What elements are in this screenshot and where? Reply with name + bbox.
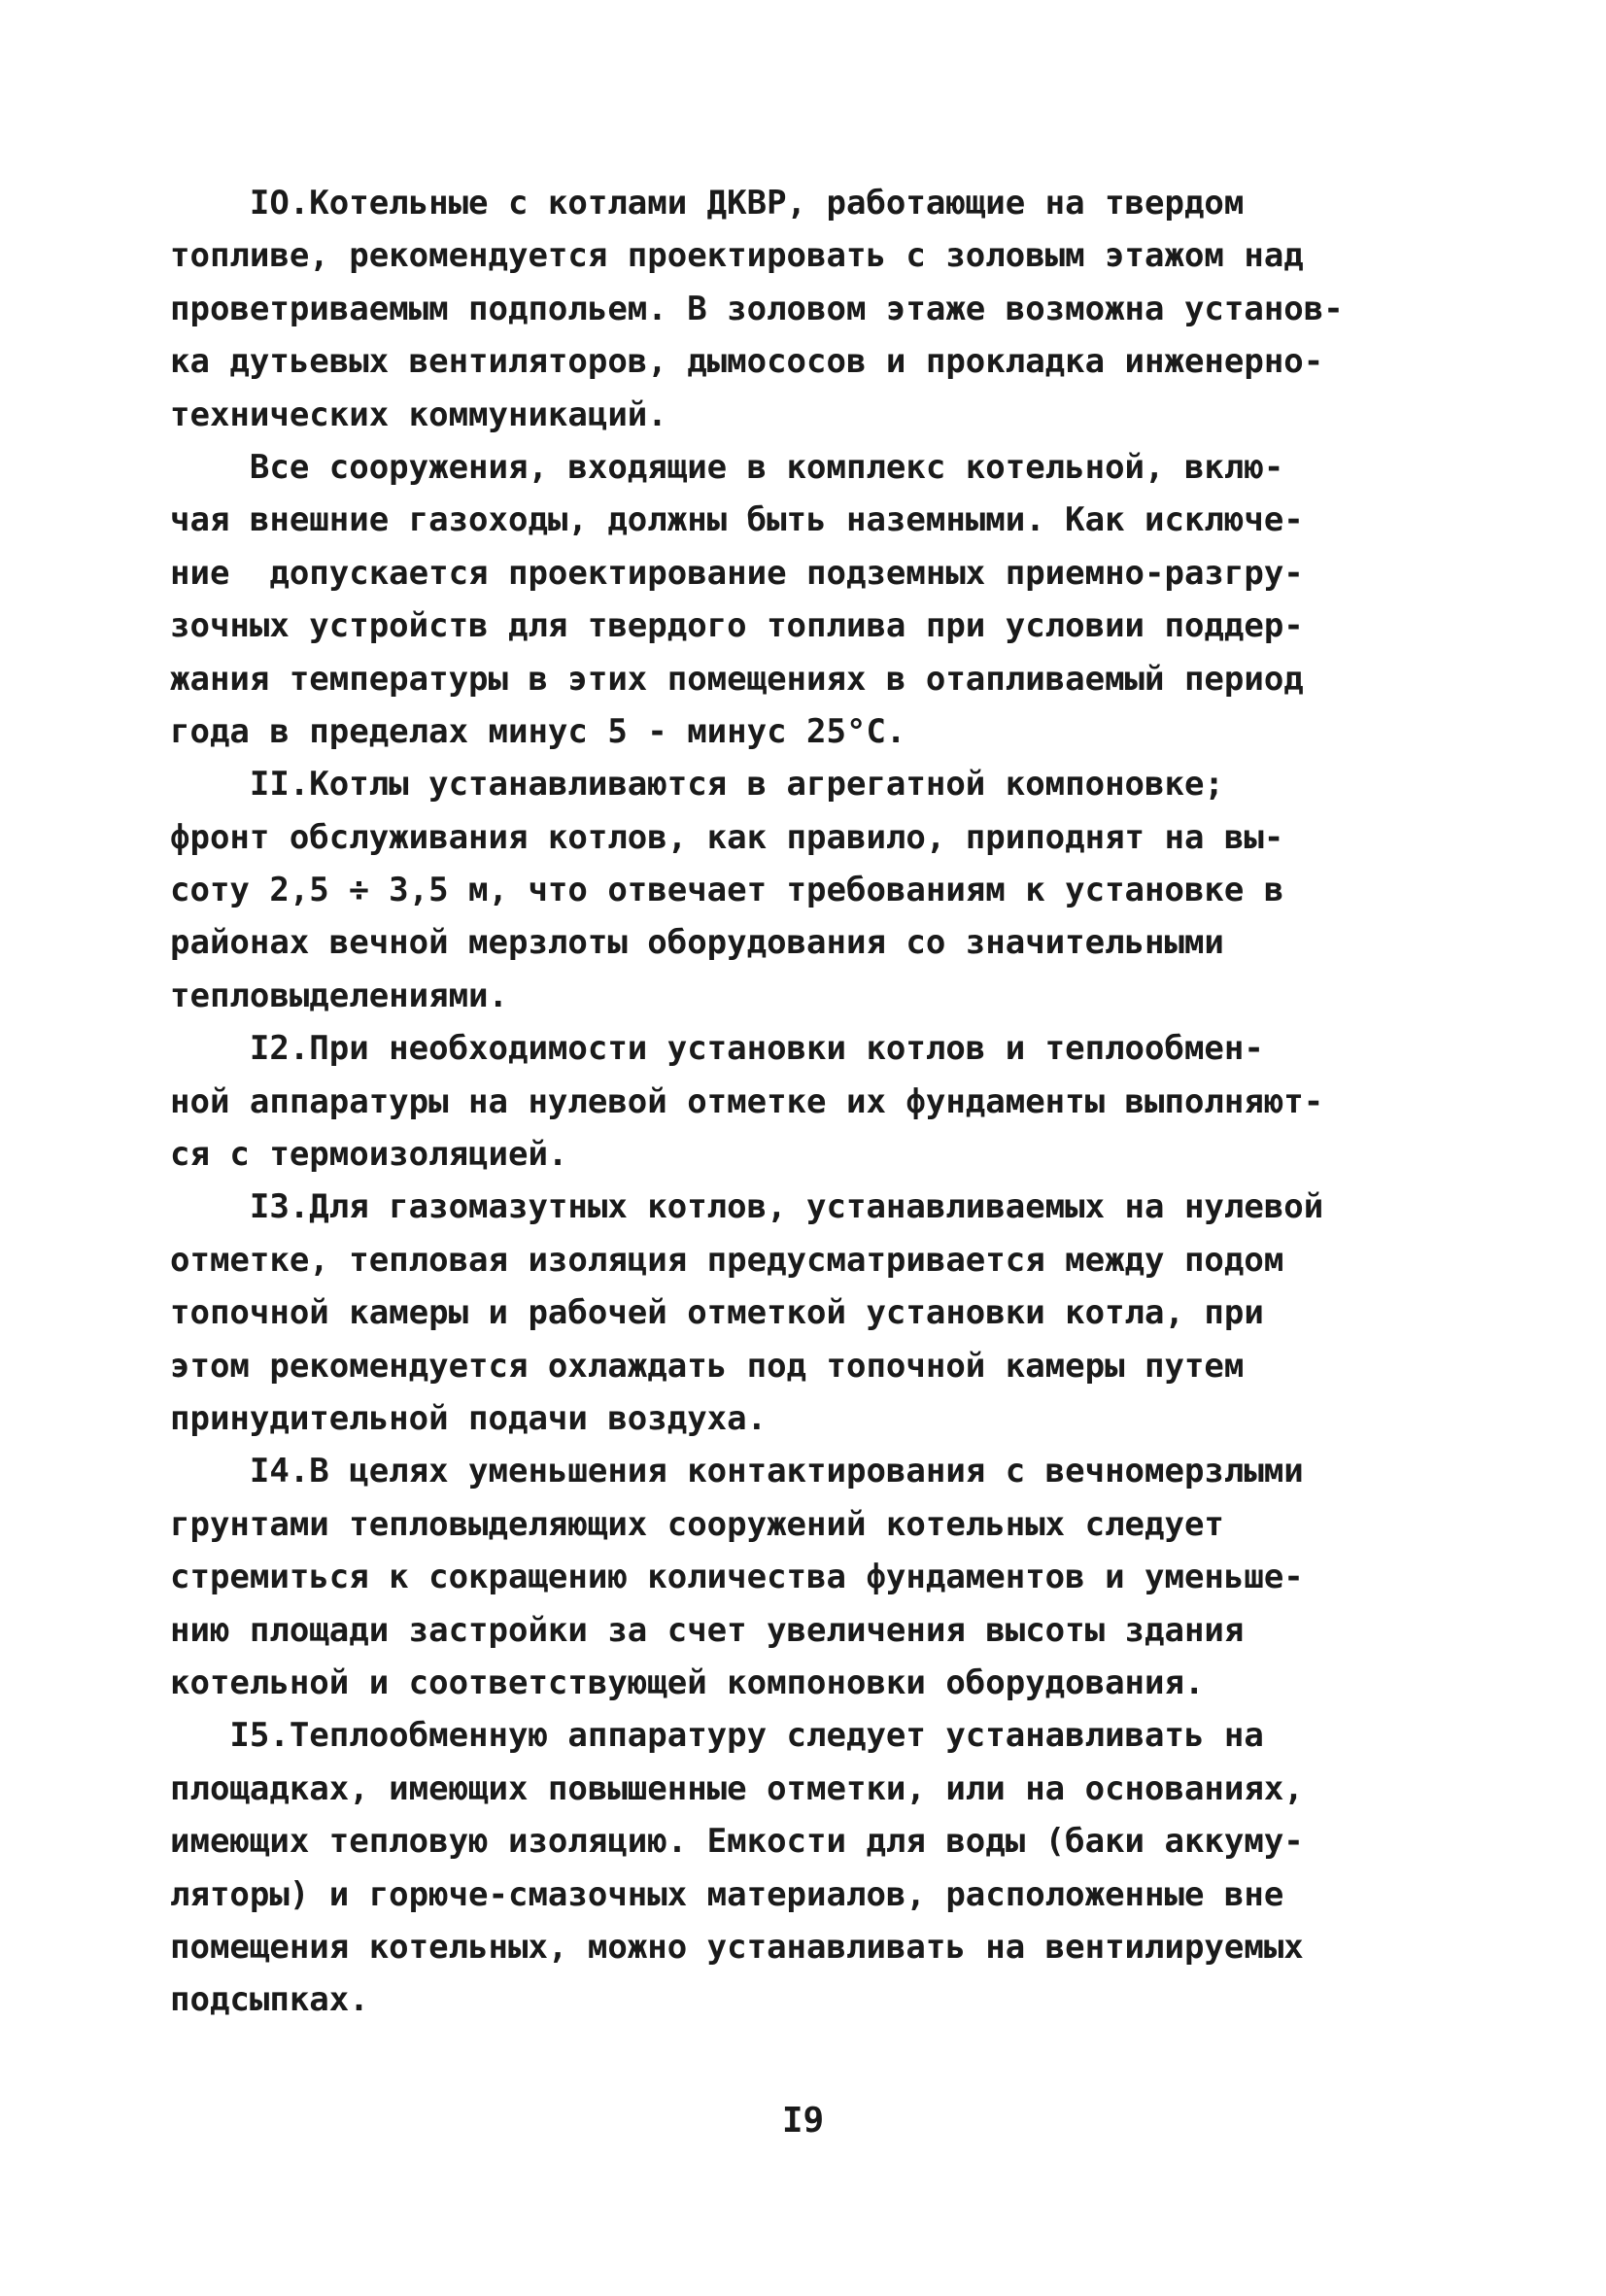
paragraph-p10b [170, 441, 1472, 758]
text-line: жания температуры в этих помещениях в отапливаемый период [170, 659, 1304, 699]
text-line: площадках, имеющих повышенные отметки, или на основаниях, [170, 1768, 1304, 1808]
text-line: фронт обслуживания котлов, как правило, приподнят на вы- [170, 817, 1284, 857]
text-line: года в пределах минус 5 - минус 25°С. [170, 711, 906, 751]
text-line: IO.Котельные с котлами ДКВР, работающие на твердом [170, 184, 1245, 223]
text-line: соту 2,5 ÷ 3,5 м, что отвечает требованиям к установке в [170, 871, 1284, 910]
text-line: топочной камеры и рабочей отметкой установки котла, при [170, 1293, 1264, 1333]
text-line: топливе, рекомендуется проектировать с золовым этажом над [170, 236, 1304, 276]
paragraph-p14 [170, 1445, 1472, 1709]
text-line: I5.Теплообменную аппаратуру следует устанавливать на [170, 1716, 1264, 1756]
text-line: чая внешние газоходы, должны быть наземными. Как исключе- [170, 500, 1304, 540]
text-line: Все сооружения, входящие в комплекс котельной, вклю- [170, 447, 1284, 487]
text-line: II.Котлы устанавливаются в агрегатной компоновке; [170, 765, 1224, 805]
text-line: отметке, тепловая изоляция предусматривается между подом [170, 1240, 1284, 1280]
document-body [170, 177, 1472, 2027]
text-line: ной аппаратуры на нулевой отметке их фундаменты выполняют- [170, 1081, 1324, 1121]
paragraph-p13 [170, 1181, 1472, 1445]
text-line: тепловыделениями. [170, 976, 508, 1015]
text-line: ние допускается проектирование подземных приемно-разгру- [170, 553, 1304, 593]
text-line: принудительной подачи воздуха. [170, 1398, 768, 1438]
text-line: этом рекомендуется охлаждать под топочной камеры путем [170, 1346, 1245, 1386]
text-line: I3.Для газомазутных котлов, устанавливаемых на нулевой [170, 1187, 1324, 1227]
text-line: стремиться к сокращению количества фундаментов и уменьше- [170, 1558, 1304, 1597]
text-line: ся с термоизоляцией. [170, 1135, 568, 1175]
text-line: проветриваемым подпольем. В золовом этаже возможна установ- [170, 289, 1344, 328]
text-line: котельной и соответствующей компоновки оборудования. [170, 1662, 1205, 1702]
text-line: подсыпках. [170, 1980, 369, 2020]
text-line: технических коммуникаций. [170, 394, 667, 434]
text-line: I4.В целях уменьшения контактирования с вечномерзлыми [170, 1452, 1304, 1491]
paragraph-p11 [170, 758, 1472, 1022]
text-line: зочных устройств для твердого топлива при условии поддер- [170, 606, 1304, 646]
page-number: I9 [781, 2101, 825, 2141]
text-line: грунтами тепловыделяющих сооружений котельных следует [170, 1504, 1224, 1544]
paragraph-p15 [170, 1709, 1472, 2026]
text-line: районах вечной мерзлоты оборудования со значительными [170, 923, 1224, 963]
text-line: ка дутьевых вентиляторов, дымососов и прокладка инженерно- [170, 342, 1324, 382]
paragraph-p10a [170, 177, 1472, 441]
text-line: ляторы) и горюче-смазочных материалов, расположенные вне [170, 1874, 1284, 1914]
paragraph-p12 [170, 1022, 1472, 1181]
text-line: I2.При необходимости установки котлов и теплообмен- [170, 1029, 1264, 1069]
text-line: помещения котельных, можно устанавливать на вентилируемых [170, 1927, 1304, 1967]
text-line: нию площади застройки за счет увеличения высоты здания [170, 1610, 1245, 1650]
text-line: имеющих тепловую изоляцию. Емкости для воды (баки аккуму- [170, 1822, 1304, 1862]
